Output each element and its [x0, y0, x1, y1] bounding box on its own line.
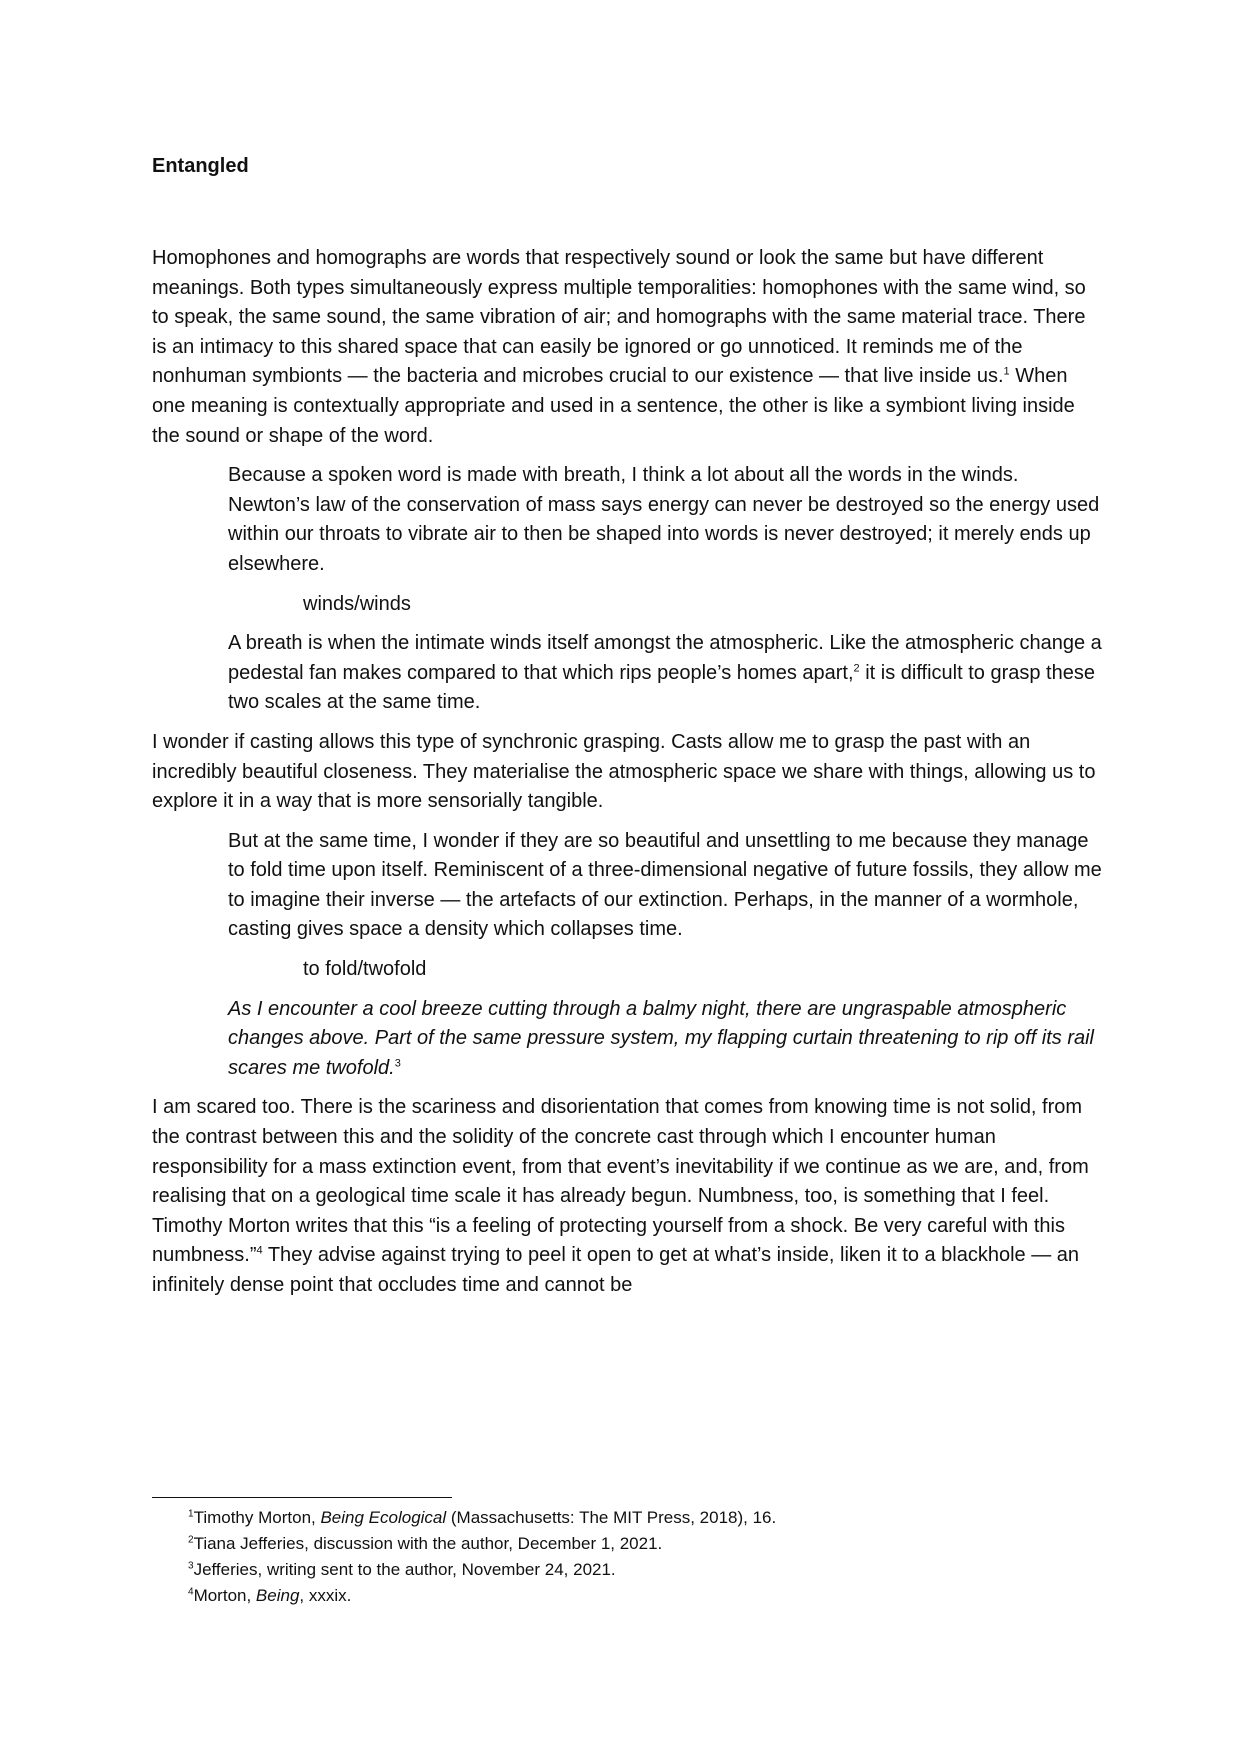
footnote-ref[interactable]: 3 — [394, 1057, 401, 1070]
footnote-ref[interactable]: 1 — [1003, 365, 1010, 378]
footnote — [188, 1505, 1088, 1531]
footnote-number: 2 — [188, 1534, 194, 1546]
footnote-title: Being — [255, 1586, 300, 1605]
footnote-text: Morton, — [193, 1586, 256, 1605]
footnote-text: Jefferies, writing sent to the author, November 24, 2021. — [193, 1560, 616, 1579]
paragraph-text: I am scared too. There is the scariness and disorientation that comes from knowing time is not solid, from the contrast between this and the solidity of the concrete cast through which I encounter human responsibility for a mass extinction event, from that event’s inevitability if we continue as we are, and, from realising that on a geological time scale it has already begun. Numbness, too, is something that I feel. Timothy Morton writes that this “is a feeling of protecting yourself from a shock. Be very careful with this numbness.” — [152, 1096, 1089, 1267]
footnote-ref[interactable]: 4 — [256, 1244, 263, 1257]
paragraph-scared — [152, 1093, 1102, 1300]
paragraph-casting: I wonder if casting allows this type of synchronic grasping. Casts allow me to grasp the past with an incredibly beautiful closeness. They materialise the atmospheric space we share with things, allowing us to explore it in a way that is more sensorially tangible. — [152, 730, 1096, 813]
paragraph-text: A breath is when the intimate winds itself amongst the atmospheric. Like the atmospheric change a pedestal fan makes compared to that which rips people’s homes apart, — [228, 632, 1102, 684]
footnote-separator — [152, 1497, 452, 1498]
paragraph-text: Homophones and homographs are words that respectively sound or look the same but have different meanings. Both types simultaneously express multiple temporalities: homophones with the same wind, so to speak, the same sound, the same vibration of air; and homographs with the same material trace. There is an intimacy to this shared space that can easily be ignored or go unnoticed. It reminds me of the nonhuman symbionts — the bacteria and microbes crucial to our existence — that live inside us. — [152, 247, 1086, 388]
footnote — [188, 1557, 1088, 1583]
document-title: Entangled — [152, 155, 249, 177]
footnote — [188, 1583, 1088, 1609]
paragraph-text: it is difficult to grasp these two scales at the same time. — [228, 661, 1095, 714]
footnote-text: , xxxix. — [299, 1586, 352, 1605]
document-body — [152, 244, 1102, 1311]
footnotes — [188, 1505, 1088, 1609]
paragraph-text: They advise against trying to peel it open to get at what’s inside, liken it to a blackhole — an infinitely dense point that occludes time and cannot be — [152, 1244, 1080, 1296]
wordplay-winds: winds/winds — [303, 592, 411, 615]
footnote-ref[interactable]: 2 — [853, 662, 860, 675]
footnote-text: Tiana Jefferies, discussion with the author, December 1, 2021. — [193, 1534, 663, 1553]
footnote-number: 3 — [188, 1560, 194, 1572]
paragraph-homophones — [152, 244, 1102, 451]
footnote-number: 1 — [188, 1508, 194, 1520]
wordplay-twofold: to fold/twofold — [303, 958, 427, 981]
paragraph-breath: Because a spoken word is made with breath, I think a lot about all the words in the winds. Newton’s law of the conservation of mass says energy can never be destroyed so the energy used within our throats to vibrate air to then be shaped into words is never destroyed; it merely ends up elsewhere. — [228, 464, 1100, 575]
paragraph-fold-time: But at the same time, I wonder if they are so beautiful and unsettling to me because they manage to fold time upon itself. Reminiscent of a three-dimensional negative of future fossils, they allow me to imagine their inverse — the artefacts of our extinction. Perhaps, in the manner of a wormhole, casting gives space a density which collapses time. — [228, 829, 1102, 941]
paragraph-breeze-quote — [228, 995, 1102, 1084]
footnote-number: 4 — [188, 1586, 194, 1598]
footnote-title: Being Ecological — [320, 1508, 447, 1527]
footnote-text: Timothy Morton, — [193, 1508, 321, 1527]
footnote — [188, 1531, 1088, 1557]
paragraph-text: When one meaning is contextually appropriate and used in a sentence, the other is like a symbiont living inside the sound or shape of the word. — [152, 365, 1075, 447]
footnote-text: (Massachusetts: The MIT Press, 2018), 16. — [446, 1508, 777, 1527]
paragraph-atmospheric — [228, 629, 1102, 718]
quote-text: As I encounter a cool breeze cutting through a balmy night, there are ungraspable atmospheric changes above. Part of the same pressure system, my flapping curtain threatening to rip off its rail scares me twofold. — [228, 997, 1094, 1079]
